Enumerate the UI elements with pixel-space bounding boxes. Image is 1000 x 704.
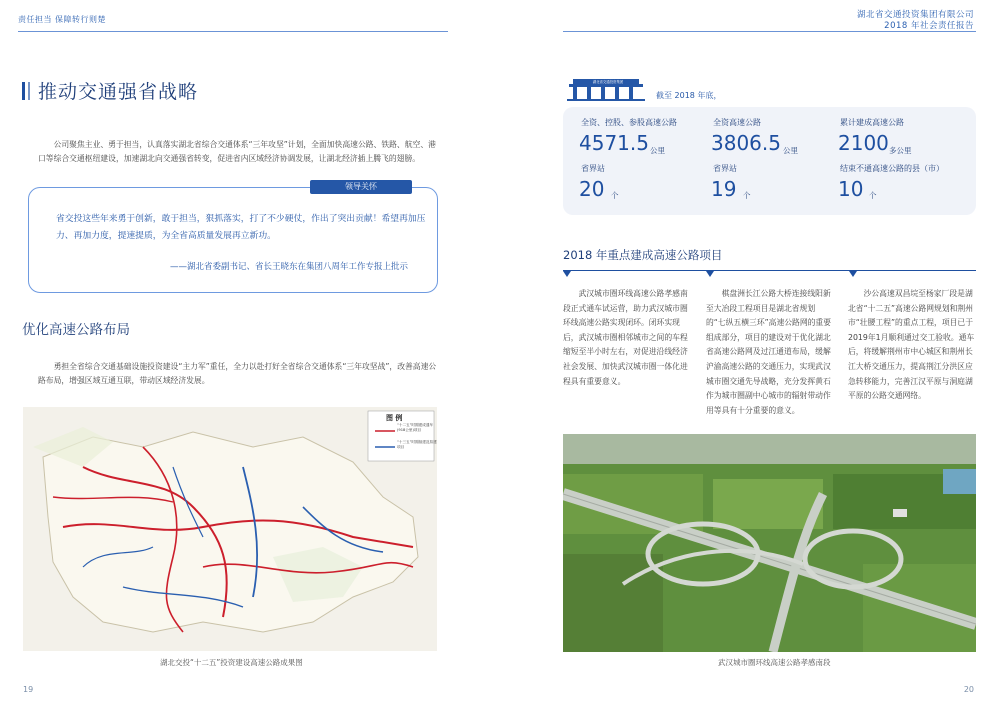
stat-label-built: 累计建成高速公路 xyxy=(840,118,904,127)
interchange-photo-graphic xyxy=(563,434,976,652)
map-caption: 湖北交投“十二五”投资建设高速公路成果图 xyxy=(160,658,303,667)
stat-value-built: 2100 xyxy=(838,131,889,155)
company-name: 湖北省交通投资集团有限公司 xyxy=(856,10,974,20)
section-heading xyxy=(22,77,198,104)
header-left-slogan: 责任担当 保障转行则楚 xyxy=(18,15,107,24)
stat-label-border-stations-a: 省界站 xyxy=(581,164,605,173)
header-divider-right xyxy=(563,31,976,32)
column-marker-2 xyxy=(706,271,714,277)
header-divider-left xyxy=(18,31,448,32)
stat-unit-border-stations-b: 个 xyxy=(743,191,751,200)
stat-label-counties: 结束不通高速公路的县（市） xyxy=(840,164,944,173)
stat-value-total: 4571.5 xyxy=(579,131,649,155)
toll-gate-sign: 湖北省交通投资集团 xyxy=(592,80,624,84)
stat-value-wholly-owned: 3806.5 xyxy=(711,131,781,155)
column-marker-3 xyxy=(849,271,857,277)
column-marker-1 xyxy=(563,271,571,277)
projects-divider xyxy=(563,270,976,271)
header-right xyxy=(857,10,974,32)
stat-unit-counties: 个 xyxy=(869,191,877,200)
stat-value-border-stations-b: 19 xyxy=(711,177,737,201)
quote-source: ——湖北省委副书记、省长王晓东在集团八周年工作专报上批示 xyxy=(170,262,409,272)
projects-title: 2018 年重点建成高速公路项目 xyxy=(563,248,723,262)
highway-map-graphic xyxy=(23,407,437,651)
stat-label-total: 全资、控股、参股高速公路 xyxy=(581,118,677,127)
stat-value-counties: 10 xyxy=(838,177,864,201)
quote-tab-label: 领导关怀 xyxy=(310,180,412,194)
report-title: 2018 年社会责任报告 xyxy=(884,21,974,31)
heading-bar xyxy=(22,82,25,100)
heading-bar-secondary xyxy=(28,82,30,100)
map-legend-item-red: “十二五”时期建成通车(918公里)项目 xyxy=(397,423,434,432)
stat-label-border-stations-b: 省界站 xyxy=(713,164,737,173)
stat-value-border-stations-a: 20 xyxy=(579,177,605,201)
map-legend-title: 图 例 xyxy=(386,414,403,422)
photo-caption: 武汉城市圈环线高速公路孝感南段 xyxy=(718,658,831,667)
section-title: 推动交通强省战略 xyxy=(38,81,199,103)
stat-unit-border-stations-a: 个 xyxy=(611,191,619,200)
project-description-1: 武汉城市圈环线高速公路孝感南段正式通车试运营，助力武汉城市圈环线高速公路实现闭环。闭环实现后，武汉城市圈相邻城市之间的车程缩短至半小时左右，对促进沿线经济社会发展、加快武汉城市圈一体化进程具有重要意义。 xyxy=(563,289,688,386)
stats-intro: 截至 2018 年底， xyxy=(656,91,722,100)
highway-map xyxy=(23,407,437,651)
stat-label-wholly-owned: 全资高速公路 xyxy=(713,118,761,127)
stat-unit-built: 多公里 xyxy=(889,146,912,155)
quote-text: 省交投这些年来勇于创新，敢于担当，狠抓落实，打了不少硬仗，作出了突出贡献！希望再加压力、再加力度，提速提质，为全省高质量发展再立新功。 xyxy=(56,214,426,241)
stat-unit-total: 公里 xyxy=(650,146,665,155)
map-legend-item-blue: “十三五”时期续建及拟建项目 xyxy=(397,440,437,449)
stat-unit-wholly-owned: 公里 xyxy=(783,146,798,155)
page-number-left: 19 xyxy=(23,685,34,694)
page-number-right: 20 xyxy=(963,685,974,694)
project-description-2: 棋盘洲长江公路大桥连接线阳新至大冶段工程项目是湖北省规划的“七纵五横三环”高速公路网的重要组成部分，项目的建设对于优化湖北省高速公路网及过江通道布局，缓解沪渝高速公路的交通压力，实现武汉城市圈交通先导战略，充分发挥黄石作为城市圈副中心城市的辐射带动作用等具有十分重要的意义。 xyxy=(706,289,832,415)
subsection-title: 优化高速公路布局 xyxy=(22,322,130,338)
project-description-3: 沙公高速双昌垸至杨家厂段是湖北省“十二五”高速公路网规划和荆州市“壮腰工程”的重点工程，项目已于2019年1月顺利通过交工验收。通车后，将缓解荆州市中心城区和荆州长江大桥交通压力，提高荆江分洪区应急转移能力，完善江汉平原与洞庭湖平原的公路交通网络。 xyxy=(848,289,975,401)
subsection-paragraph: 勇担全省综合交通基础设施投资建设“主力军”重任，全力以赴打好全省综合交通体系“三年攻坚战”，改善高速公路布局，增强区域互通互联，带动区域经济发展。 xyxy=(38,362,437,385)
interchange-photo xyxy=(563,434,976,652)
intro-paragraph: 公司聚焦主业、勇于担当，认真落实湖北省综合交通体系“三年攻坚”计划，全面加快高速公路、铁路、航空、港口等综合交通枢纽建设，加速湖北向交通强省转变，促进省内区域经济协调发展，让湖北经济插上腾飞的翅膀。 xyxy=(38,140,436,163)
